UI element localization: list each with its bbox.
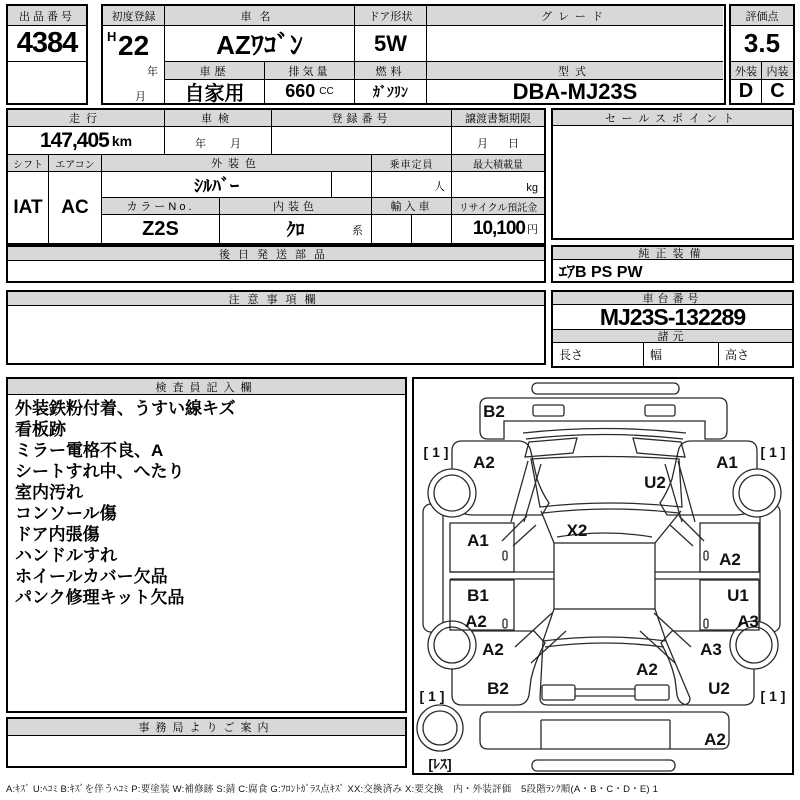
- diagram-damage-codes: [420, 402, 786, 772]
- inspector-label: 検査員記入欄: [8, 379, 405, 395]
- info-table: [6, 108, 546, 245]
- chassis-box: [551, 290, 794, 368]
- sales-point-label: セールスポイント: [553, 110, 792, 126]
- first-reg-month-suffix: 月: [135, 91, 146, 103]
- capacity-unit: 人: [434, 181, 445, 193]
- mileage-unit: km: [111, 132, 133, 149]
- lot-number-value: 4384: [8, 26, 86, 62]
- recycle-fee: 10,100: [472, 218, 525, 239]
- inspector-note-line: ドア内張傷: [15, 525, 100, 544]
- ext-color-value: ｼﾙﾊﾞｰ: [102, 172, 332, 198]
- color-no-value: Z2S: [102, 215, 220, 243]
- diagram-damage-code: B1: [467, 586, 489, 605]
- vehicle-header-table: [101, 4, 726, 105]
- diagram-damage-code: A2: [465, 612, 487, 631]
- first-reg-year-suffix: 年: [147, 66, 158, 78]
- damage-code-legend: A:ｷｽﾞ U:ﾍｺﾐ B:ｷｽﾞを伴うﾍｺﾐ P:要塗装 W:補修跡 S:錆 C:腐食 G:ﾌﾛﾝﾄｶﾞﾗｽ点ｷｽﾞ XX:交換済み X:要交換 内・外装評価 5段階ﾗﾝｸ順(A・B・C・D・E) 1: [6, 784, 659, 795]
- first-reg-year: 22: [118, 30, 150, 61]
- diagram-damage-code: [ 1 ]: [760, 444, 786, 460]
- lot-number-label: 出品番号: [8, 6, 86, 26]
- spec-width-label: 幅: [644, 343, 719, 366]
- later-parts-label: 後日発送部品: [8, 247, 544, 261]
- shift-label: シフト: [8, 155, 49, 172]
- diagram-damage-code: U2: [708, 679, 730, 698]
- mileage-label: 走行: [8, 110, 165, 127]
- capacity-value: [372, 172, 452, 198]
- shift-value: IAT: [8, 172, 49, 243]
- inspector-note-line: ミラー電格不良、A: [15, 441, 164, 460]
- inspection-year-suffix: 年: [195, 138, 206, 150]
- transfer-day-suffix: 日: [508, 138, 519, 150]
- inspector-note-line: コンソール傷: [15, 504, 117, 523]
- diagram-damage-code: U2: [644, 473, 666, 492]
- cautions-box: [6, 290, 546, 365]
- inspector-note-line: パンク修理キット欠品: [15, 588, 185, 607]
- diagram-damage-code: A2: [704, 730, 726, 749]
- inspection-value: [165, 127, 272, 155]
- displacement-label: 排気量: [265, 62, 355, 80]
- displacement-unit: CC: [319, 86, 334, 97]
- spec-length-label: 長さ: [553, 343, 644, 366]
- import-cell-1: [372, 215, 412, 243]
- inspection-month-suffix: 月: [230, 138, 241, 150]
- ext-color-sub-cell: [332, 172, 372, 198]
- inspector-note-line: ハンドルすれ: [15, 546, 117, 565]
- diagram-damage-code: [ 1 ]: [423, 444, 449, 460]
- diagram-damage-code: X2: [566, 521, 588, 540]
- diagram-damage-code: [ 1 ]: [760, 688, 786, 704]
- aircon-value: AC: [49, 172, 102, 243]
- first-reg-label: 初度登録: [103, 6, 165, 26]
- diagram-damage-code: A2: [636, 660, 658, 679]
- equipment-box: [551, 245, 794, 283]
- inspector-note-line: 室内汚れ: [15, 483, 83, 502]
- car-name-value: AZﾜｺﾞﾝ: [165, 26, 355, 62]
- lot-number-box: [6, 4, 88, 105]
- history-label: 車歴: [165, 62, 265, 80]
- exterior-label: 外装: [731, 62, 762, 80]
- payload-value: [452, 172, 544, 198]
- diagram-damage-code: B2: [483, 402, 505, 421]
- transfer-label: 譲渡書類期限: [452, 110, 544, 127]
- door-shape-value: 5W: [355, 26, 427, 62]
- cautions-label: 注意事項欄: [8, 292, 544, 306]
- door-shape-label: ドア形状: [355, 6, 427, 26]
- mileage-value: [8, 127, 165, 155]
- inspector-note-line: シートすれ中、へたり: [15, 462, 185, 481]
- diagram-damage-code: U1: [727, 586, 749, 605]
- displacement-value: [265, 80, 355, 103]
- interior-label: 内装: [762, 62, 793, 80]
- chassis-label: 車台番号: [553, 292, 792, 305]
- grade-value: [427, 26, 723, 62]
- score-label: 評価点: [731, 6, 793, 26]
- chassis-number: MJ23S-132289: [553, 305, 792, 330]
- inspector-notes-list: [8, 395, 405, 711]
- reg-number-label: 登録番号: [272, 110, 452, 127]
- sales-point-box: [551, 108, 794, 240]
- model-code-value: DBA-MJ23S: [512, 80, 638, 103]
- fuel-value: ｶﾞｿﾘﾝ: [355, 80, 427, 103]
- score-box: [729, 4, 795, 105]
- int-color-value: [220, 215, 372, 243]
- import-cell-2: [412, 215, 452, 243]
- diagram-damage-code: [ 1 ]: [419, 688, 445, 704]
- equipment-value: ｴｱB PS PW: [559, 264, 643, 281]
- diagram-damage-code: A2: [719, 550, 741, 569]
- first-reg-value: [103, 26, 165, 103]
- diagram-damage-code: A3: [737, 612, 759, 631]
- office-notice-box: [6, 717, 407, 768]
- int-color-suffix: 系: [352, 225, 363, 237]
- recycle-label: リサイクル預託金: [452, 198, 544, 215]
- transfer-month-suffix: 月: [477, 138, 488, 150]
- spec-height-label: 高さ: [725, 348, 750, 362]
- car-damage-diagram: [414, 379, 792, 773]
- history-value: 自家用: [165, 80, 265, 103]
- inspector-note-line: 外装鉄粉付着、うすい線キズ: [15, 399, 236, 418]
- later-parts-box: [6, 245, 546, 283]
- diagram-damage-code: A2: [473, 453, 495, 472]
- car-name-label: 車名: [165, 6, 355, 26]
- diagram-damage-code: A1: [716, 453, 738, 472]
- transfer-value: [452, 127, 544, 155]
- diagram-damage-code: [ﾚｽ]: [428, 756, 452, 772]
- recycle-unit: 円: [527, 224, 538, 236]
- reg-number-value: [272, 127, 452, 155]
- score-value: 3.5: [731, 26, 793, 62]
- specs-label: 諸元: [553, 330, 792, 343]
- diagram-damage-code: A2: [482, 640, 504, 659]
- diagram-damage-code: A3: [700, 640, 722, 659]
- first-reg-era: H: [107, 29, 117, 44]
- equipment-label: 純正装備: [553, 247, 792, 260]
- inspection-label: 車検: [165, 110, 272, 127]
- model-code-label: 型式: [427, 62, 723, 80]
- aircon-label: エアコン: [49, 155, 102, 172]
- recycle-value: [452, 215, 544, 243]
- office-notice-label: 事務局よりご案内: [8, 719, 405, 736]
- color-no-label: カラーNo.: [102, 198, 220, 215]
- payload-label: 最大積載量: [452, 155, 544, 172]
- car-diagram-box: [412, 377, 794, 775]
- inspector-note-line: ホイールカバー欠品: [15, 567, 168, 586]
- ext-color-label: 外装色: [102, 155, 372, 172]
- grade-label: グレード: [427, 6, 723, 26]
- interior-grade: C: [770, 80, 785, 102]
- inspector-box: [6, 377, 407, 713]
- diagram-damage-code: B2: [487, 679, 509, 698]
- import-label: 輸入車: [372, 198, 452, 215]
- inspector-note-line: 看板跡: [15, 420, 66, 439]
- int-color-label: 内装色: [220, 198, 372, 215]
- displacement-number: 660: [285, 81, 316, 101]
- capacity-label: 乗車定員: [372, 155, 452, 172]
- mileage-number: 147,405: [39, 128, 109, 152]
- payload-unit: kg: [526, 182, 538, 194]
- exterior-grade: D: [731, 80, 762, 103]
- diagram-damage-code: A1: [467, 531, 489, 550]
- int-color-name: ｸﾛ: [286, 220, 305, 240]
- fuel-label: 燃料: [355, 62, 427, 80]
